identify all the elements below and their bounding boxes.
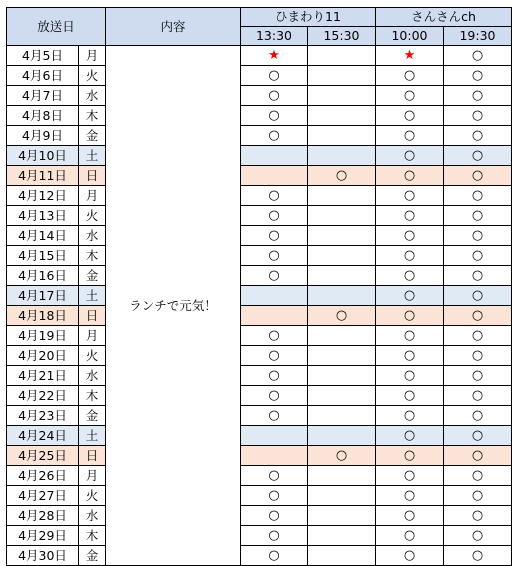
slot-cell bbox=[376, 306, 444, 326]
weekday-cell: 金 bbox=[79, 266, 106, 286]
slot-cell bbox=[376, 426, 444, 446]
circle-mark: ○ bbox=[403, 448, 416, 463]
slot-cell bbox=[241, 426, 308, 446]
weekday-cell: 金 bbox=[79, 546, 106, 566]
date-cell: 4月6日 bbox=[7, 66, 79, 86]
date-cell: 4月13日 bbox=[7, 206, 79, 226]
slot-cell bbox=[241, 206, 308, 226]
circle-mark: ○ bbox=[403, 128, 416, 143]
circle-mark: ○ bbox=[471, 208, 484, 223]
circle-mark: ○ bbox=[403, 248, 416, 263]
table-row bbox=[7, 66, 512, 86]
slot-cell bbox=[308, 206, 376, 226]
slot-cell bbox=[376, 186, 444, 206]
date-cell: 4月9日 bbox=[7, 126, 79, 146]
date-cell: 4月18日 bbox=[7, 306, 79, 326]
slot-cell bbox=[444, 66, 512, 86]
slot-cell bbox=[308, 146, 376, 166]
slot-cell bbox=[376, 326, 444, 346]
slot-cell bbox=[308, 226, 376, 246]
slot-cell bbox=[376, 446, 444, 466]
table-row bbox=[7, 446, 512, 466]
slot-cell bbox=[444, 86, 512, 106]
circle-mark: ○ bbox=[471, 268, 484, 283]
circle-mark: ○ bbox=[268, 488, 280, 503]
weekday-cell: 木 bbox=[79, 526, 106, 546]
slot-cell bbox=[444, 186, 512, 206]
slot-cell bbox=[376, 466, 444, 486]
table-row bbox=[7, 386, 512, 406]
circle-mark: ○ bbox=[471, 88, 484, 103]
date-cell: 4月11日 bbox=[7, 166, 79, 186]
slot-cell bbox=[376, 66, 444, 86]
slot-cell bbox=[241, 126, 308, 146]
slot-cell bbox=[308, 506, 376, 526]
date-cell: 4月20日 bbox=[7, 346, 79, 366]
slot-cell bbox=[308, 246, 376, 266]
header-time: 13:30 bbox=[241, 27, 308, 46]
slot-cell bbox=[444, 46, 512, 66]
slot-cell bbox=[376, 46, 444, 66]
circle-mark: ○ bbox=[268, 208, 280, 223]
slot-cell bbox=[444, 246, 512, 266]
slot-cell bbox=[308, 126, 376, 146]
slot-cell bbox=[444, 406, 512, 426]
slot-cell bbox=[308, 386, 376, 406]
circle-mark: ○ bbox=[268, 108, 280, 123]
header-broadcast-date: 放送日 bbox=[7, 8, 106, 46]
circle-mark: ○ bbox=[268, 228, 280, 243]
circle-mark: ○ bbox=[471, 148, 484, 163]
slot-cell bbox=[444, 426, 512, 446]
weekday-cell: 月 bbox=[79, 186, 106, 206]
slot-cell bbox=[444, 326, 512, 346]
date-cell: 4月7日 bbox=[7, 86, 79, 106]
weekday-cell: 火 bbox=[79, 346, 106, 366]
weekday-cell: 金 bbox=[79, 126, 106, 146]
circle-mark: ○ bbox=[403, 68, 416, 83]
table-row bbox=[7, 186, 512, 206]
table-row bbox=[7, 206, 512, 226]
circle-mark: ○ bbox=[403, 288, 416, 303]
circle-mark: ○ bbox=[471, 448, 484, 463]
circle-mark: ○ bbox=[471, 128, 484, 143]
slot-cell bbox=[376, 366, 444, 386]
slot-cell bbox=[308, 86, 376, 106]
slot-cell bbox=[241, 346, 308, 366]
slot-cell bbox=[308, 66, 376, 86]
table-row bbox=[7, 286, 512, 306]
circle-mark: ○ bbox=[403, 88, 416, 103]
table-row bbox=[7, 146, 512, 166]
circle-mark: ○ bbox=[403, 188, 416, 203]
slot-cell bbox=[444, 206, 512, 226]
slot-cell bbox=[376, 166, 444, 186]
circle-mark: ○ bbox=[471, 548, 484, 563]
table-row bbox=[7, 246, 512, 266]
slot-cell bbox=[241, 266, 308, 286]
content-cell: ランチで元気！ bbox=[106, 46, 241, 566]
circle-mark: ○ bbox=[471, 108, 484, 123]
slot-cell bbox=[241, 66, 308, 86]
slot-cell bbox=[308, 486, 376, 506]
circle-mark: ○ bbox=[268, 508, 280, 523]
circle-mark: ○ bbox=[471, 468, 484, 483]
weekday-cell: 日 bbox=[79, 166, 106, 186]
slot-cell bbox=[376, 406, 444, 426]
slot-cell bbox=[241, 386, 308, 406]
schedule-table bbox=[6, 7, 512, 566]
circle-mark: ○ bbox=[335, 168, 348, 183]
circle-mark: ○ bbox=[268, 328, 280, 343]
slot-cell bbox=[444, 346, 512, 366]
date-cell: 4月16日 bbox=[7, 266, 79, 286]
circle-mark: ○ bbox=[268, 248, 280, 263]
header-time: 19:30 bbox=[444, 27, 512, 46]
slot-cell bbox=[444, 306, 512, 326]
slot-cell bbox=[241, 166, 308, 186]
slot-cell bbox=[241, 406, 308, 426]
circle-mark: ○ bbox=[403, 228, 416, 243]
circle-mark: ○ bbox=[403, 208, 416, 223]
slot-cell bbox=[376, 146, 444, 166]
weekday-cell: 月 bbox=[79, 466, 106, 486]
star-mark: ★ bbox=[403, 48, 416, 63]
table-row bbox=[7, 46, 512, 66]
table-row bbox=[7, 506, 512, 526]
slot-cell bbox=[444, 286, 512, 306]
date-cell: 4月19日 bbox=[7, 326, 79, 346]
circle-mark: ○ bbox=[471, 508, 484, 523]
weekday-cell: 火 bbox=[79, 66, 106, 86]
header-time: 10:00 bbox=[376, 27, 444, 46]
date-cell: 4月26日 bbox=[7, 466, 79, 486]
circle-mark: ○ bbox=[268, 468, 280, 483]
slot-cell bbox=[241, 226, 308, 246]
circle-mark: ○ bbox=[268, 268, 280, 283]
weekday-cell: 火 bbox=[79, 206, 106, 226]
slot-cell bbox=[241, 246, 308, 266]
circle-mark: ○ bbox=[471, 328, 484, 343]
slot-cell bbox=[241, 366, 308, 386]
slot-cell bbox=[376, 206, 444, 226]
header-content: 内容 bbox=[106, 8, 241, 46]
table-row bbox=[7, 326, 512, 346]
circle-mark: ○ bbox=[403, 548, 416, 563]
weekday-cell: 木 bbox=[79, 386, 106, 406]
circle-mark: ○ bbox=[471, 368, 484, 383]
slot-cell bbox=[308, 546, 376, 566]
circle-mark: ○ bbox=[471, 68, 484, 83]
circle-mark: ○ bbox=[268, 348, 280, 363]
date-cell: 4月14日 bbox=[7, 226, 79, 246]
date-cell: 4月24日 bbox=[7, 426, 79, 446]
slot-cell bbox=[376, 506, 444, 526]
weekday-cell: 土 bbox=[79, 286, 106, 306]
circle-mark: ○ bbox=[403, 348, 416, 363]
slot-cell bbox=[444, 106, 512, 126]
circle-mark: ○ bbox=[471, 248, 484, 263]
slot-cell bbox=[241, 306, 308, 326]
circle-mark: ○ bbox=[471, 528, 484, 543]
date-cell: 4月12日 bbox=[7, 186, 79, 206]
slot-cell bbox=[376, 86, 444, 106]
slot-cell bbox=[308, 166, 376, 186]
weekday-cell: 日 bbox=[79, 306, 106, 326]
weekday-cell: 木 bbox=[79, 246, 106, 266]
slot-cell bbox=[376, 226, 444, 246]
circle-mark: ○ bbox=[403, 468, 416, 483]
slot-cell bbox=[241, 286, 308, 306]
slot-cell bbox=[444, 166, 512, 186]
table-row bbox=[7, 306, 512, 326]
slot-cell bbox=[376, 486, 444, 506]
circle-mark: ○ bbox=[403, 388, 416, 403]
slot-cell bbox=[376, 286, 444, 306]
slot-cell bbox=[241, 446, 308, 466]
table-row bbox=[7, 266, 512, 286]
slot-cell bbox=[308, 186, 376, 206]
slot-cell bbox=[241, 486, 308, 506]
slot-cell bbox=[444, 546, 512, 566]
slot-cell bbox=[308, 346, 376, 366]
date-cell: 4月27日 bbox=[7, 486, 79, 506]
circle-mark: ○ bbox=[403, 488, 416, 503]
table-row bbox=[7, 366, 512, 386]
slot-cell bbox=[444, 226, 512, 246]
slot-cell bbox=[444, 366, 512, 386]
weekday-cell: 土 bbox=[79, 426, 106, 446]
circle-mark: ○ bbox=[403, 108, 416, 123]
circle-mark: ○ bbox=[268, 68, 280, 83]
slot-cell bbox=[444, 466, 512, 486]
weekday-cell: 土 bbox=[79, 146, 106, 166]
circle-mark: ○ bbox=[268, 548, 280, 563]
slot-cell bbox=[444, 126, 512, 146]
slot-cell bbox=[241, 46, 308, 66]
table-row bbox=[7, 166, 512, 186]
circle-mark: ○ bbox=[403, 408, 416, 423]
table-row bbox=[7, 486, 512, 506]
date-cell: 4月28日 bbox=[7, 506, 79, 526]
slot-cell bbox=[308, 266, 376, 286]
weekday-cell: 水 bbox=[79, 366, 106, 386]
circle-mark: ○ bbox=[403, 528, 416, 543]
slot-cell bbox=[376, 266, 444, 286]
weekday-cell: 日 bbox=[79, 446, 106, 466]
circle-mark: ○ bbox=[335, 308, 348, 323]
date-cell: 4月25日 bbox=[7, 446, 79, 466]
weekday-cell: 月 bbox=[79, 46, 106, 66]
date-cell: 4月29日 bbox=[7, 526, 79, 546]
weekday-cell: 木 bbox=[79, 106, 106, 126]
date-cell: 4月17日 bbox=[7, 286, 79, 306]
date-cell: 4月23日 bbox=[7, 406, 79, 426]
table-row bbox=[7, 426, 512, 446]
slot-cell bbox=[376, 106, 444, 126]
weekday-cell: 水 bbox=[79, 506, 106, 526]
table-row bbox=[7, 466, 512, 486]
circle-mark: ○ bbox=[471, 228, 484, 243]
slot-cell bbox=[241, 186, 308, 206]
date-cell: 4月8日 bbox=[7, 106, 79, 126]
table-row bbox=[7, 346, 512, 366]
circle-mark: ○ bbox=[403, 148, 416, 163]
header-channel-himawari: ひまわり11 bbox=[241, 8, 376, 27]
slot-cell bbox=[376, 546, 444, 566]
star-mark: ★ bbox=[268, 48, 280, 63]
slot-cell bbox=[376, 126, 444, 146]
circle-mark: ○ bbox=[268, 388, 280, 403]
table-row bbox=[7, 126, 512, 146]
circle-mark: ○ bbox=[403, 328, 416, 343]
circle-mark: ○ bbox=[471, 188, 484, 203]
date-cell: 4月15日 bbox=[7, 246, 79, 266]
table-row bbox=[7, 106, 512, 126]
slot-cell bbox=[308, 366, 376, 386]
slot-cell bbox=[241, 146, 308, 166]
slot-cell bbox=[308, 406, 376, 426]
header-channel-sansan: さんさんch bbox=[376, 8, 512, 27]
circle-mark: ○ bbox=[471, 388, 484, 403]
weekday-cell: 水 bbox=[79, 226, 106, 246]
circle-mark: ○ bbox=[403, 508, 416, 523]
slot-cell bbox=[308, 426, 376, 446]
slot-cell bbox=[241, 106, 308, 126]
circle-mark: ○ bbox=[268, 188, 280, 203]
slot-cell bbox=[444, 486, 512, 506]
circle-mark: ○ bbox=[471, 308, 484, 323]
table-row bbox=[7, 226, 512, 246]
table-row bbox=[7, 406, 512, 426]
weekday-cell: 金 bbox=[79, 406, 106, 426]
circle-mark: ○ bbox=[403, 368, 416, 383]
circle-mark: ○ bbox=[403, 168, 416, 183]
slot-cell bbox=[241, 466, 308, 486]
slot-cell bbox=[308, 46, 376, 66]
date-cell: 4月21日 bbox=[7, 366, 79, 386]
slot-cell bbox=[376, 386, 444, 406]
slot-cell bbox=[241, 326, 308, 346]
slot-cell bbox=[308, 286, 376, 306]
date-cell: 4月22日 bbox=[7, 386, 79, 406]
schedule-body bbox=[7, 46, 512, 566]
slot-cell bbox=[376, 246, 444, 266]
circle-mark: ○ bbox=[268, 128, 280, 143]
weekday-cell: 水 bbox=[79, 86, 106, 106]
slot-cell bbox=[444, 446, 512, 466]
slot-cell bbox=[444, 266, 512, 286]
circle-mark: ○ bbox=[335, 448, 348, 463]
weekday-cell: 火 bbox=[79, 486, 106, 506]
slot-cell bbox=[308, 466, 376, 486]
circle-mark: ○ bbox=[268, 88, 280, 103]
slot-cell bbox=[241, 86, 308, 106]
slot-cell bbox=[444, 146, 512, 166]
circle-mark: ○ bbox=[471, 408, 484, 423]
circle-mark: ○ bbox=[471, 168, 484, 183]
slot-cell bbox=[308, 446, 376, 466]
slot-cell bbox=[308, 326, 376, 346]
slot-cell bbox=[308, 306, 376, 326]
circle-mark: ○ bbox=[403, 268, 416, 283]
date-cell: 4月10日 bbox=[7, 146, 79, 166]
slot-cell bbox=[444, 386, 512, 406]
slot-cell bbox=[308, 106, 376, 126]
header-row-channels bbox=[7, 8, 512, 27]
table-row bbox=[7, 86, 512, 106]
table-row bbox=[7, 546, 512, 566]
circle-mark: ○ bbox=[268, 408, 280, 423]
circle-mark: ○ bbox=[471, 48, 484, 63]
date-cell: 4月5日 bbox=[7, 46, 79, 66]
circle-mark: ○ bbox=[471, 428, 484, 443]
date-cell: 4月30日 bbox=[7, 546, 79, 566]
circle-mark: ○ bbox=[403, 308, 416, 323]
slot-cell bbox=[444, 506, 512, 526]
weekday-cell: 月 bbox=[79, 326, 106, 346]
circle-mark: ○ bbox=[268, 528, 280, 543]
header-time: 15:30 bbox=[308, 27, 376, 46]
circle-mark: ○ bbox=[268, 368, 280, 383]
slot-cell bbox=[376, 346, 444, 366]
slot-cell bbox=[241, 506, 308, 526]
circle-mark: ○ bbox=[471, 348, 484, 363]
slot-cell bbox=[241, 546, 308, 566]
circle-mark: ○ bbox=[471, 488, 484, 503]
circle-mark: ○ bbox=[471, 288, 484, 303]
circle-mark: ○ bbox=[403, 428, 416, 443]
